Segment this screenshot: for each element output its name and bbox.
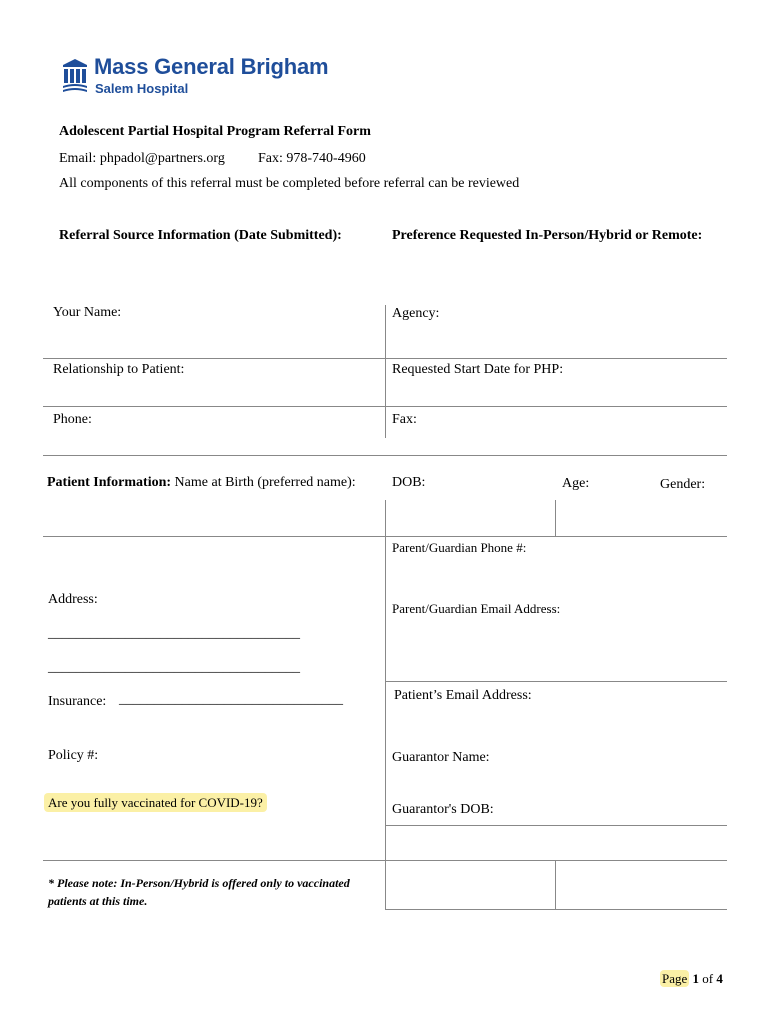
phone-field[interactable]: Phone: xyxy=(53,412,92,427)
divider xyxy=(43,358,727,359)
divider xyxy=(385,909,727,910)
gender-field[interactable]: Gender: xyxy=(660,477,706,492)
page-number xyxy=(660,971,723,987)
guardian-email-field[interactable]: Parent/Guardian Email Address: xyxy=(392,601,561,616)
your-name-field[interactable]: Your Name: xyxy=(53,305,122,320)
insurance-label: Insurance: xyxy=(48,694,107,709)
instructions: All components of this referral must be completed before referral can be reviewed xyxy=(59,176,520,191)
divider xyxy=(385,825,727,826)
logo-subtitle: Salem Hospital xyxy=(95,81,189,96)
divider xyxy=(385,500,386,910)
form-title: Adolescent Partial Hospital Program Referral Form xyxy=(59,124,371,139)
vaccination-note: * Please note: In-Person/Hybrid is offered only to vaccinated patients at this time. xyxy=(48,876,350,908)
address-field[interactable]: Address: xyxy=(48,592,98,607)
address-line-2[interactable]: ____________________________________ xyxy=(48,660,300,675)
preference-heading: Preference Requested In-Person/Hybrid or Remote: xyxy=(392,228,703,243)
divider xyxy=(43,536,727,537)
divider xyxy=(385,681,727,682)
address-line-1[interactable]: ____________________________________ xyxy=(48,626,300,641)
guarantor-name-field[interactable]: Guarantor Name: xyxy=(392,750,490,765)
referral-source-heading: Referral Source Information (Date Submitted): xyxy=(59,228,342,243)
contact-fax: Fax: 978-740-4960 xyxy=(258,151,366,166)
patient-email-field[interactable]: Patient’s Email Address: xyxy=(394,688,532,703)
divider xyxy=(385,305,386,438)
logo-brand: Mass General Brigham xyxy=(94,54,329,79)
patient-name-field[interactable] xyxy=(47,475,356,491)
start-date-field[interactable]: Requested Start Date for PHP: xyxy=(392,362,564,377)
vaccination-question[interactable] xyxy=(44,795,267,811)
guarantor-dob-field[interactable]: Guarantor's DOB: xyxy=(392,802,494,817)
patient-heading-bold: Patient Information: xyxy=(47,475,172,490)
dob-field[interactable]: DOB: xyxy=(392,475,426,490)
agency-field[interactable]: Agency: xyxy=(392,306,440,321)
divider xyxy=(43,406,727,407)
relationship-field[interactable]: Relationship to Patient: xyxy=(53,362,185,377)
current-page: 1 xyxy=(692,971,700,986)
guardian-phone-field[interactable]: Parent/Guardian Phone #: xyxy=(392,540,527,555)
page-word: Page xyxy=(662,971,688,986)
divider xyxy=(555,860,556,910)
fax-field[interactable]: Fax: xyxy=(392,412,417,427)
insurance-field[interactable]: ________________________________ xyxy=(119,692,343,707)
policy-field[interactable]: Policy #: xyxy=(48,748,99,763)
contact-email: Email: phpadol@partners.org xyxy=(59,151,225,166)
of-text: of xyxy=(702,971,714,986)
patient-heading-rest: Name at Birth (preferred name): xyxy=(171,475,356,490)
total-pages: 4 xyxy=(716,971,723,986)
divider xyxy=(43,860,727,861)
divider xyxy=(555,500,556,536)
age-field[interactable]: Age: xyxy=(562,476,590,491)
hospital-columns-icon xyxy=(62,58,88,94)
divider xyxy=(43,455,727,456)
vaccination-question-text: Are you fully vaccinated for COVID-19? xyxy=(44,793,267,812)
